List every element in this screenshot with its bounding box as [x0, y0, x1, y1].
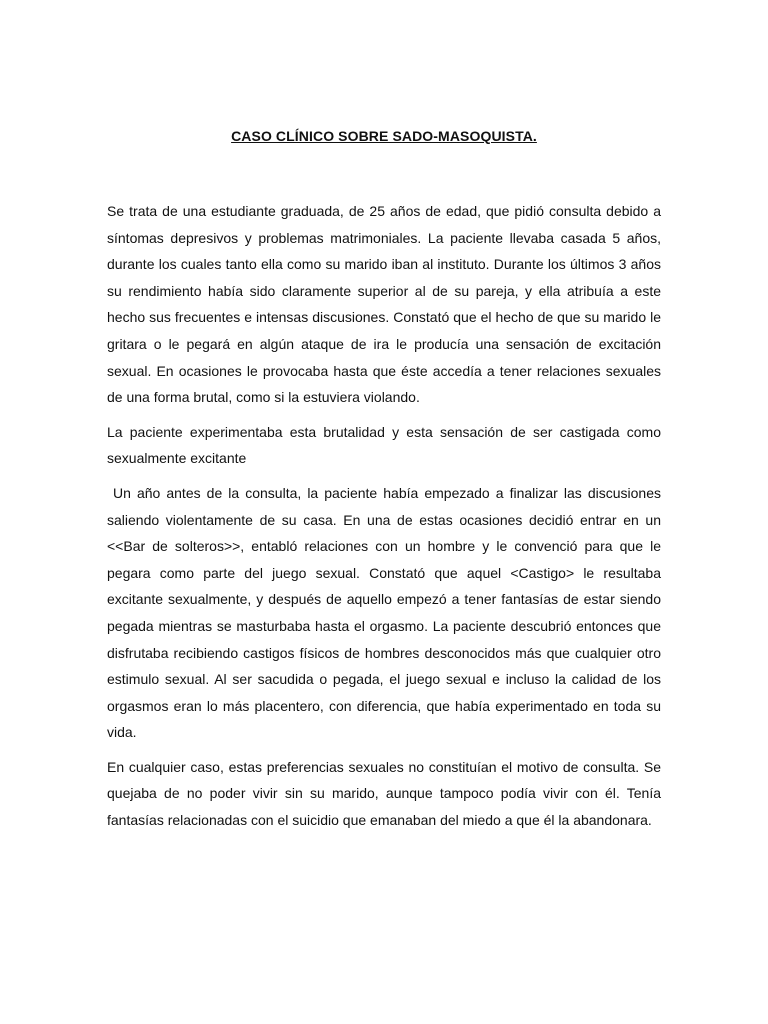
- paragraph-2: La paciente experimentaba esta brutalidad y esta sensación de ser castigada como sexualmente excitante: [107, 423, 661, 467]
- document-title: CASO CLÍNICO SOBRE SADO-MASOQUISTA.: [231, 128, 537, 144]
- document-body: [107, 198, 661, 842]
- paragraph-1: Se trata de una estudiante graduada, de 25 años de edad, que pidió consulta debido a síntomas depresivos y problemas matrimoniales. La paciente llevaba casada 5 años, durante los cuales tanto ella como su marido iban al instituto. Durante los últimos 3 años su rendimiento había sido claramente superior al de su pareja, y ella atribuía a este hecho sus frecuentes e intensas discusiones. Constató que el hecho de que su marido le gritara o le pegará en algún ataque de ira le producía una sensación de excitación sexual. En ocasiones le provocaba hasta que éste accedía a tener relaciones sexuales de una forma brutal, como si la estuviera violando.: [107, 203, 661, 406]
- paragraph-3: Un año antes de la consulta, la paciente había empezado a finalizar las discusiones saliendo violentamente de su casa. En una de estas ocasiones decidió entrar en un <<Bar de solteros>>, entabló relaciones con un hombre y le convenció para que le pegara como parte del juego sexual. Constató que aquel <Castigo> le resultaba excitante sexualmente, y después de aquello empezó a tener fantasías de estar siendo pegada mientras se masturbaba hasta el orgasmo. La paciente descubrió entonces que disfrutaba recibiendo castigos físicos de hombres desconocidos más que cualquier otro estimulo sexual. Al ser sacudida o pegada, el juego sexual e incluso la calidad de los orgasmos eran lo más placentero, con diferencia, que había experimentado en toda su vida.: [107, 484, 661, 741]
- paragraph-4: En cualquier caso, estas preferencias sexuales no constituían el motivo de consulta. Se quejaba de no poder vivir sin su marido, aunque tampoco podía vivir con él. Tenía fantasías relacionadas con el suicidio que emanaban del miedo a que él la abandonara.: [107, 758, 661, 829]
